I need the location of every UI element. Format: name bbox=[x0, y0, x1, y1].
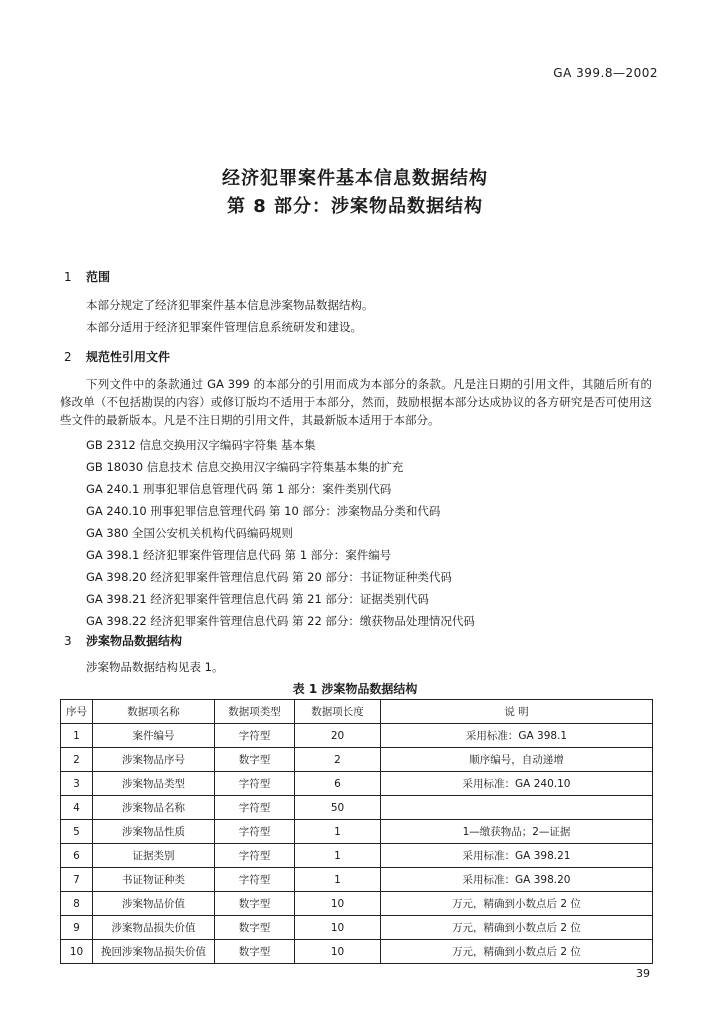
cell-length: 2 bbox=[295, 748, 381, 772]
column-header-length: 数据项长度 bbox=[295, 700, 381, 724]
cell-index: 3 bbox=[61, 772, 93, 796]
cell-length: 1 bbox=[295, 844, 381, 868]
cell-index: 8 bbox=[61, 892, 93, 916]
cell-index: 1 bbox=[61, 724, 93, 748]
cell-index: 7 bbox=[61, 868, 93, 892]
cell-type: 数字型 bbox=[215, 748, 295, 772]
section-1-number: 1 bbox=[64, 270, 72, 284]
table-row bbox=[61, 916, 653, 940]
cell-description: 万元，精确到小数点后 2 位 bbox=[381, 940, 653, 964]
reference-item: GA 398.21 经济犯罪案件管理信息代码 第 21 部分：证据类别代码 bbox=[86, 592, 429, 606]
table-row bbox=[61, 844, 653, 868]
table-row bbox=[61, 796, 653, 820]
cell-type: 数字型 bbox=[215, 892, 295, 916]
table-row bbox=[61, 940, 653, 964]
section-3-intro: 涉案物品数据结构见表 1。 bbox=[86, 660, 224, 674]
document-subtitle: 第 8 部分：涉案物品数据结构 bbox=[226, 196, 484, 217]
column-header-index: 序号 bbox=[61, 700, 93, 724]
table-header-row bbox=[61, 700, 653, 724]
section-1-heading bbox=[64, 268, 110, 285]
section-1-paragraph: 本部分规定了经济犯罪案件基本信息涉案物品数据结构。 bbox=[86, 298, 374, 312]
cell-index: 2 bbox=[61, 748, 93, 772]
section-2-title: 规范性引用文件 bbox=[86, 350, 171, 364]
cell-description: 采用标准：GA 240.10 bbox=[381, 772, 653, 796]
cell-length: 10 bbox=[295, 892, 381, 916]
cell-name: 书证物证种类 bbox=[93, 868, 215, 892]
reference-item: GA 398.20 经济犯罪案件管理信息代码 第 20 部分：书证物证种类代码 bbox=[86, 570, 452, 584]
page-number: 39 bbox=[636, 967, 650, 980]
cell-length: 1 bbox=[295, 868, 381, 892]
section-3-heading bbox=[64, 632, 182, 649]
reference-item: GA 398.1 经济犯罪案件管理信息代码 第 1 部分：案件编号 bbox=[86, 548, 392, 562]
cell-length: 6 bbox=[295, 772, 381, 796]
cell-name: 案件编号 bbox=[93, 724, 215, 748]
section-1-title: 范围 bbox=[86, 270, 111, 284]
cell-type: 字符型 bbox=[215, 724, 295, 748]
cell-index: 6 bbox=[61, 844, 93, 868]
cell-description: 采用标准：GA 398.21 bbox=[381, 844, 653, 868]
cell-name: 证据类别 bbox=[93, 844, 215, 868]
cell-type: 字符型 bbox=[215, 820, 295, 844]
cell-name: 涉案物品名称 bbox=[93, 796, 215, 820]
cell-description: 顺序编号，自动递增 bbox=[381, 748, 653, 772]
cell-type: 字符型 bbox=[215, 772, 295, 796]
reference-item: GA 240.1 刑事犯罪信息管理代码 第 1 部分：案件类别代码 bbox=[86, 482, 392, 496]
reference-item: GB 18030 信息技术 信息交换用汉字编码字符集基本集的扩充 bbox=[86, 460, 404, 474]
cell-length: 50 bbox=[295, 796, 381, 820]
reference-item: GA 380 全国公安机关机构代码编码规则 bbox=[86, 526, 294, 540]
cell-name: 涉案物品损失价值 bbox=[93, 916, 215, 940]
cell-length: 1 bbox=[295, 820, 381, 844]
cell-name: 涉案物品序号 bbox=[93, 748, 215, 772]
cell-name: 涉案物品类型 bbox=[93, 772, 215, 796]
section-2-intro: 下列文件中的条款通过 GA 399 的本部分的引用而成为本部分的条款。凡是注日期的引用文件，其随后所有的修改单（不包括勘误的内容）或修订版均不适用于本部分，然而，鼓励根据本部分达成协议的各方研究是否可使用这些文件的最新版本。凡是不注日期的引用文件，其最新版本适用于本部分。 bbox=[60, 377, 652, 427]
cell-length: 10 bbox=[295, 916, 381, 940]
cell-description: 万元，精确到小数点后 2 位 bbox=[381, 916, 653, 940]
table-row bbox=[61, 868, 653, 892]
table-row bbox=[61, 820, 653, 844]
section-2-number: 2 bbox=[64, 350, 72, 364]
cell-name: 涉案物品性质 bbox=[93, 820, 215, 844]
section-1-paragraph: 本部分适用于经济犯罪案件管理信息系统研发和建设。 bbox=[86, 320, 362, 334]
cell-index: 10 bbox=[61, 940, 93, 964]
cell-type: 数字型 bbox=[215, 916, 295, 940]
reference-item: GB 2312 信息交换用汉字编码字符集 基本集 bbox=[86, 438, 316, 452]
section-3-title: 涉案物品数据结构 bbox=[86, 634, 183, 648]
section-2-heading bbox=[64, 348, 170, 365]
table-row bbox=[61, 724, 653, 748]
cell-description bbox=[381, 796, 653, 820]
reference-item: GA 240.10 刑事犯罪信息管理代码 第 10 部分：涉案物品分类和代码 bbox=[86, 504, 441, 518]
data-structure-table bbox=[60, 699, 653, 964]
cell-name: 涉案物品价值 bbox=[93, 892, 215, 916]
document-title: 经济犯罪案件基本信息数据结构 bbox=[222, 168, 488, 189]
column-header-description: 说 明 bbox=[381, 700, 653, 724]
column-header-name: 数据项名称 bbox=[93, 700, 215, 724]
reference-item: GA 398.22 经济犯罪案件管理信息代码 第 22 部分：缴获物品处理情况代码 bbox=[86, 614, 475, 628]
cell-description: 采用标准：GA 398.20 bbox=[381, 868, 653, 892]
cell-length: 10 bbox=[295, 940, 381, 964]
cell-index: 5 bbox=[61, 820, 93, 844]
cell-type: 数字型 bbox=[215, 940, 295, 964]
cell-type: 字符型 bbox=[215, 844, 295, 868]
table-row bbox=[61, 772, 653, 796]
cell-description: 万元，精确到小数点后 2 位 bbox=[381, 892, 653, 916]
cell-type: 字符型 bbox=[215, 868, 295, 892]
table-caption: 表 1 涉案物品数据结构 bbox=[292, 682, 418, 696]
section-3-number: 3 bbox=[64, 634, 72, 648]
cell-type: 字符型 bbox=[215, 796, 295, 820]
cell-description: 采用标准：GA 398.1 bbox=[381, 724, 653, 748]
cell-index: 4 bbox=[61, 796, 93, 820]
column-header-type: 数据项类型 bbox=[215, 700, 295, 724]
cell-name: 挽回涉案物品损失价值 bbox=[93, 940, 215, 964]
table-row bbox=[61, 748, 653, 772]
cell-index: 9 bbox=[61, 916, 93, 940]
cell-description: 1—缴获物品；2—证据 bbox=[381, 820, 653, 844]
standard-number: GA 399.8—2002 bbox=[553, 66, 658, 80]
cell-length: 20 bbox=[295, 724, 381, 748]
table-row bbox=[61, 892, 653, 916]
